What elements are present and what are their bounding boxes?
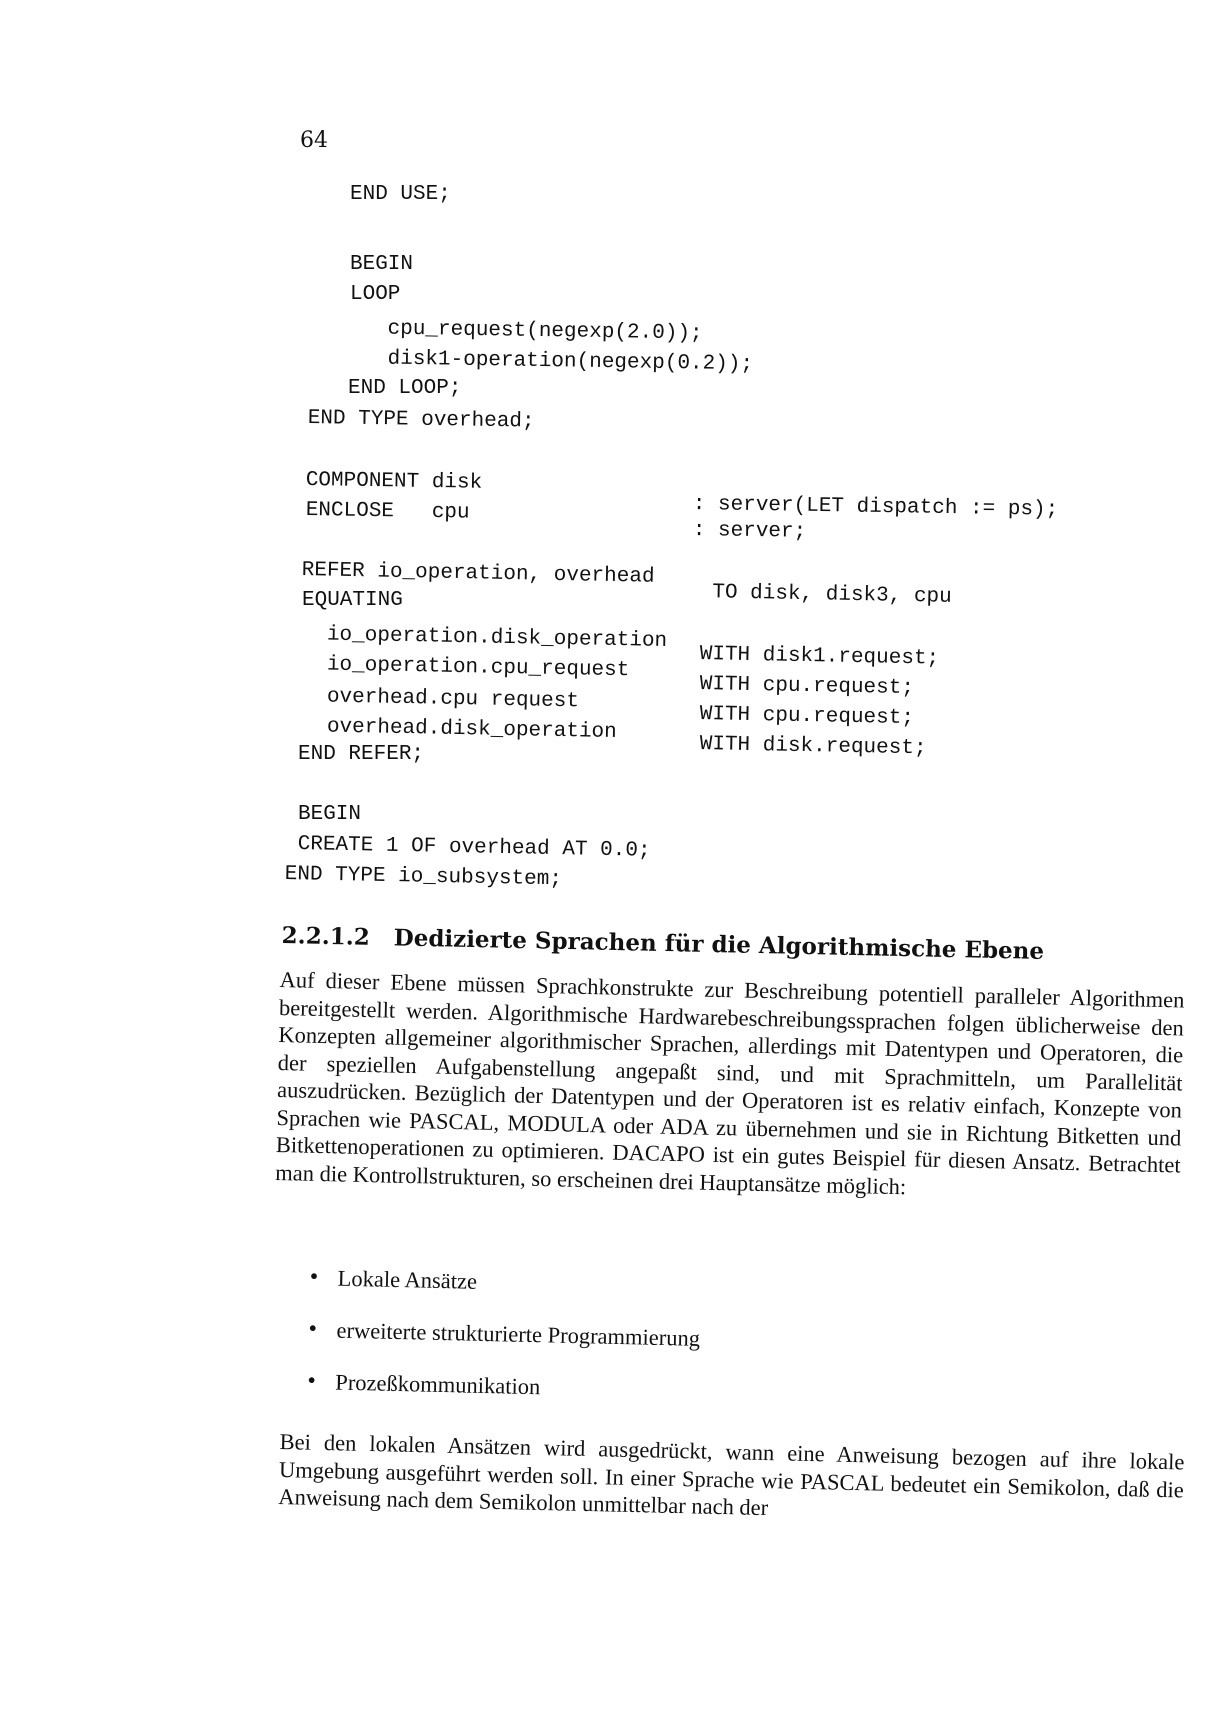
list-item: • erweiterte strukturierte Programmierung: [308, 1317, 701, 1378]
code-line: BEGIN: [298, 803, 362, 826]
code-line: END LOOP;: [348, 377, 462, 400]
code-line: overhead.disk_operation: [301, 714, 617, 745]
code-line: disk1-operation(negexp(0.2));: [349, 346, 754, 377]
section-number: 2.2.1.2: [281, 922, 371, 951]
code-line: : server(LET dispatch := ps);: [692, 492, 1059, 522]
code-line: : server;: [692, 518, 807, 544]
code-line: ENCLOSE cpu: [305, 498, 470, 525]
paragraph-1: [275, 966, 1185, 1206]
code-line: END TYPE overhead;: [307, 406, 535, 434]
code-line: overhead.cpu request: [301, 684, 580, 714]
code-line: BEGIN: [350, 253, 414, 276]
paragraph-2: [278, 1428, 1185, 1531]
code-line: COMPONENT disk: [305, 468, 483, 495]
list-item: • Lokale Ansätze: [309, 1265, 702, 1326]
code-line: REFER io_operation, overhead: [301, 558, 655, 589]
code-line: io_operation.cpu_request: [301, 652, 630, 683]
bullet-list: [306, 1265, 701, 1430]
paragraph-text: Auf dieser Ebene müssen Sprachkonstrukte zur Beschreibung potentiell paralleler Algorithmen bereitgestellt werden. Algorithmische Hardwarebeschreibungssprachen folgen üblicherweise den Konzepten allgemeiner algorithmischer Sprachen, allerdings mit Datentypen und Operatoren, die der speziellen Aufgabenstellung angepaßt sind, und mit Sprachmitteln, um Parallelität auszudrücken. Bezüglich der Datentypen und der Operatoren ist es relativ einfach, Konzepte von Sprachen wie PASCAL, MODULA oder ADA zu übernehmen und sie in Richtung Bitketten und Bitkettenoperationen zu optimieren. DACAPO ist ein gutes Beispiel für diesen Ansatz. Betrachtet man die Kontrollstrukturen, so erscheinen drei Hauptansätze möglich:: [275, 966, 1185, 1199]
paragraph-text: Bei den lokalen Ansätzen wird ausgedrückt, wann eine Anweisung bezogen auf ihre lokale Umgebung ausgeführt werden soll. In einer Sprache wie PASCAL bedeutet ein Semikolon, daß die Anweisung nach dem Semikolon unmittelbar nach der: [278, 1428, 1185, 1521]
code-line: WITH disk.request;: [699, 732, 927, 761]
code-line: END REFER;: [298, 743, 425, 766]
code-line: cpu_request(negexp(2.0));: [349, 316, 703, 346]
code-line: CREATE 1 OF overhead AT 0.0;: [297, 832, 651, 863]
section-title: Dedizierte Sprachen für die Algorithmische Ebene: [393, 924, 1045, 965]
code-line: WITH cpu.request;: [699, 702, 915, 731]
code-block-overhead: [0, 0, 1205, 434]
list-item: • Prozeßkommunikation: [306, 1369, 699, 1430]
page-number: 64: [300, 128, 328, 153]
code-line: END TYPE io_subsystem;: [284, 862, 563, 892]
code-line: LOOP: [350, 283, 401, 306]
code-line: io_operation.disk_operation: [301, 622, 668, 654]
code-line: WITH disk1.request;: [699, 642, 940, 671]
code-line: EQUATING: [302, 589, 403, 612]
code-line: TO disk, disk3, cpu: [699, 580, 952, 609]
code-line: WITH cpu.request;: [699, 672, 915, 701]
code-line: END USE;: [350, 183, 451, 206]
